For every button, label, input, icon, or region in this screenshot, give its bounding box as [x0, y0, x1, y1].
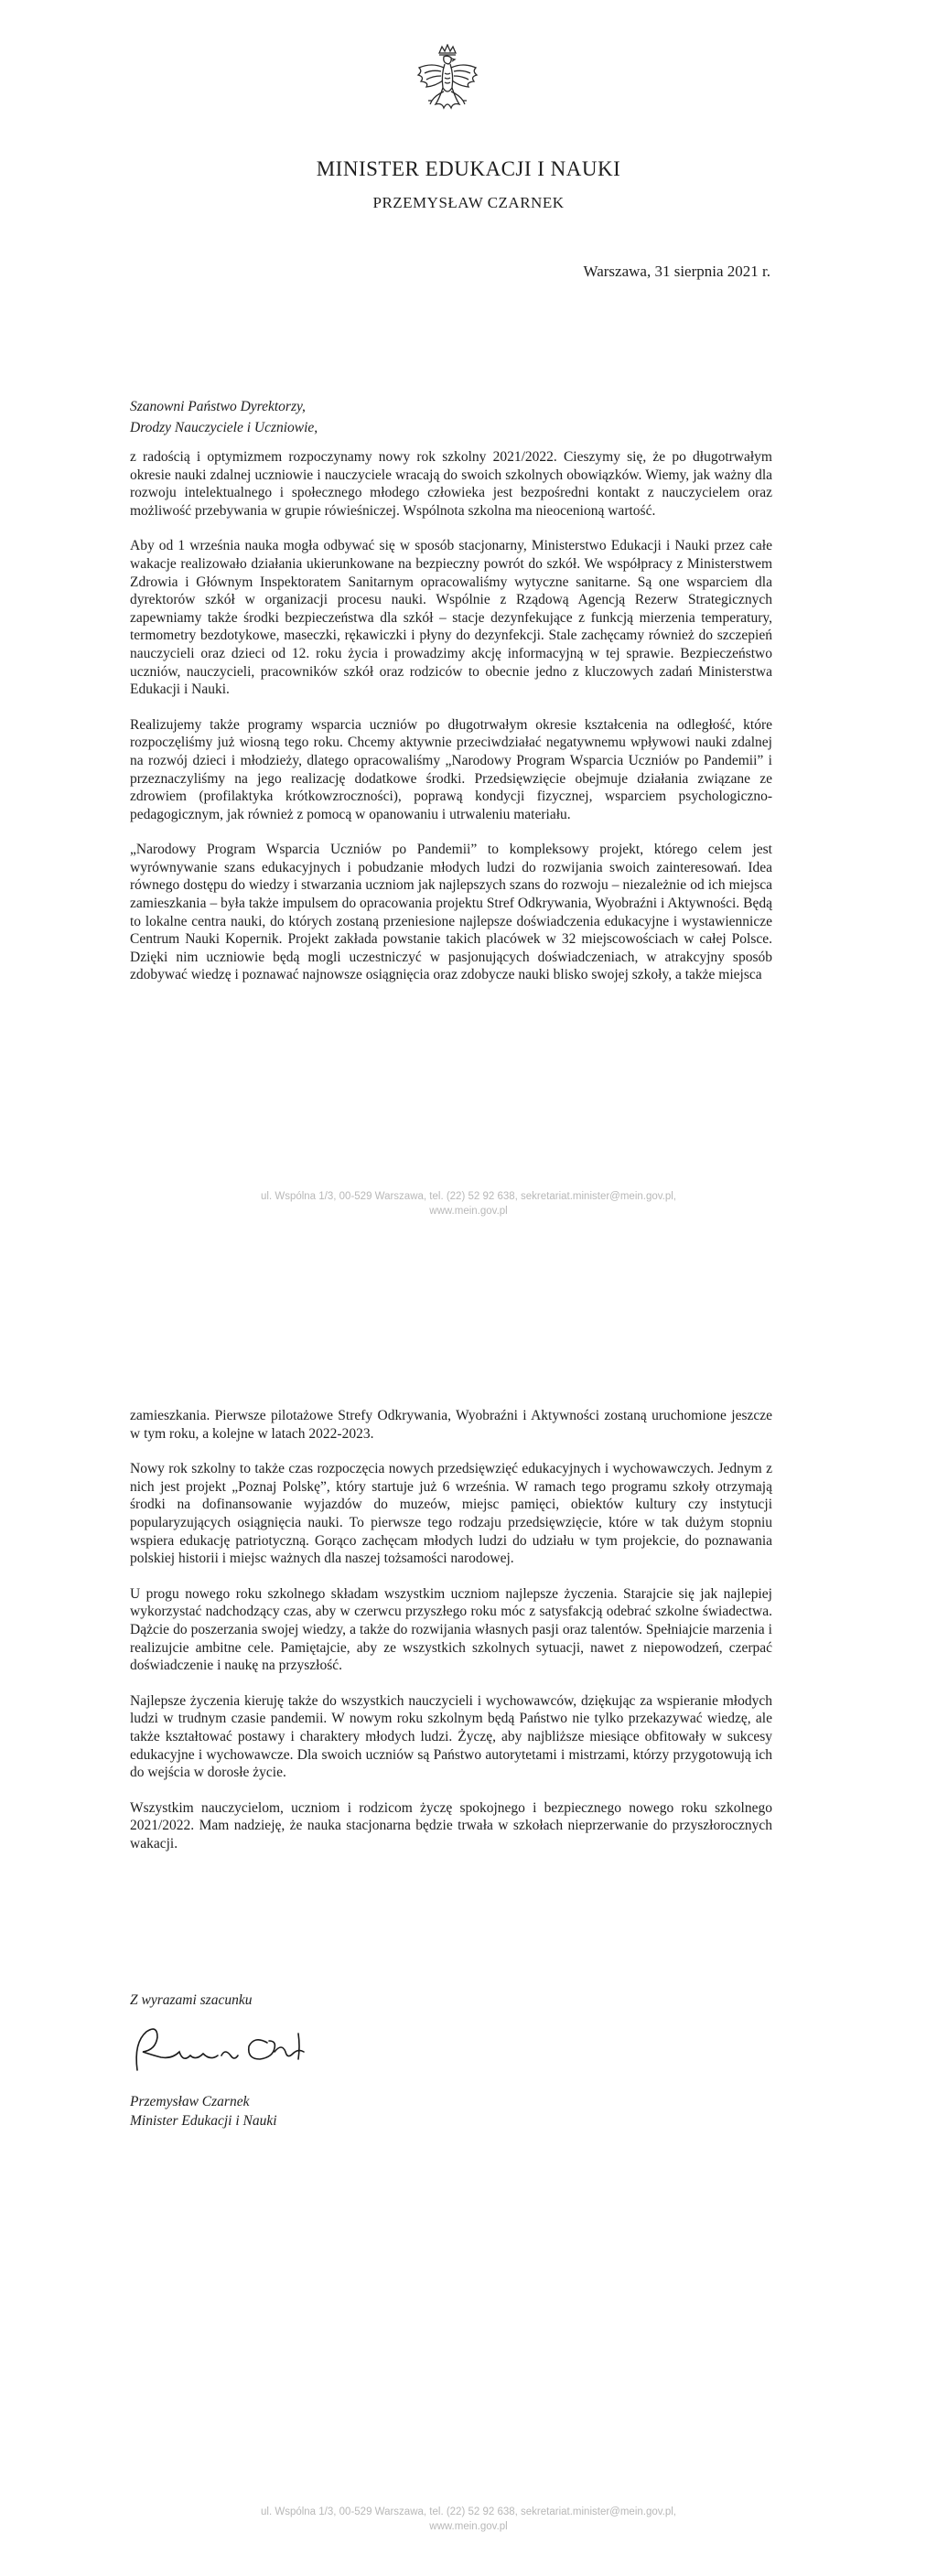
salutation	[130, 396, 770, 438]
body-paragraph: Wszystkim nauczycielom, uczniom i rodzicom życzę spokojnego i bezpiecznego nowego roku szkolnego 2021/2022. Mam nadzieję, że nauka stacjonarna będzie trwała w szkołach nieprzerwanie do przyszłorocznych wakacji.	[130, 1799, 772, 1852]
letter-body-page-1	[130, 448, 772, 1002]
letter-page-2	[0, 1288, 937, 2576]
handwritten-signature	[130, 2015, 322, 2081]
white-eagle-emblem-icon	[414, 44, 481, 123]
salutation-line: Szanowni Państwo Dyrektorzy,	[130, 399, 306, 414]
footer-address: ul. Wspólna 1/3, 00-529 Warszawa, tel. (22) 52 92 638, sekretariat.minister@mein.gov.pl,	[261, 1191, 676, 1202]
ministry-heading: MINISTER EDUKACJI I NAUKI	[316, 157, 621, 180]
footer-website: www.mein.gov.pl	[429, 1206, 508, 1217]
footer-address: ul. Wspólna 1/3, 00-529 Warszawa, tel. (22) 52 92 638, sekretariat.minister@mein.gov.pl,	[261, 2506, 676, 2517]
body-paragraph: Nowy rok szkolny to także czas rozpoczęcia nowych przedsięwzięć edukacyjnych i wychowawczych. Jednym z nich jest projekt „Poznaj Polskę”, który startuje już 6 września. W ramach tego programu szkoły otrzymają środki na dofinansowanie wyjazdów do muzeów, miejsc pamięci, obiektów kultury czy instytucji popularyzujących osiągnięcia nauki. To pierwsze tego rodzaju przedsięwzięcie, które w tak dużym stopniu wspiera edukację patriotyczną. Gorąco zachęcam młodych ludzi do udziału w tym projekcie, do poznawania polskiej historii i miejsc ważnych dla naszej tożsamości narodowej.	[130, 1461, 772, 1567]
signer-title: Minister Edukacji i Nauki	[130, 2113, 277, 2129]
body-paragraph: z radością i optymizmem rozpoczynamy nowy rok szkolny 2021/2022. Cieszymy się, że po długotrwałym okresie nauki zdalnej uczniowie i nauczyciele wracają do swoich szkolnych obowiązków. Wiemy, jak ważny dla rozwoju intelektualnego i społecznego młodego człowieka jest bezpośredni kontakt z nauczycielem oraz możliwość przebywania w grupie rówieśniczej. Wspólnota szkolna ma nieocenioną wartość.	[130, 449, 772, 519]
page-footer	[0, 1189, 937, 1218]
minister-name-heading: PRZEMYSŁAW CZARNEK	[372, 194, 565, 211]
signer-block	[130, 2092, 277, 2131]
salutation-line: Drodzy Nauczyciele i Uczniowie,	[130, 420, 318, 435]
footer-website: www.mein.gov.pl	[429, 2521, 508, 2532]
body-paragraph: U progu nowego roku szkolnego składam wszystkim uczniom najlepsze życzenia. Starajcie się jak najlepiej wykorzystać nadchodzący czas, aby w czerwcu przyszłego roku móc z satysfakcją odebrać szkolne świadectwa. Dążcie do poszerzania swojej wiedzy, a także do rozwijania własnych pasji oraz talentów. Spełniajcie marzenia i realizujcie ambitne cele. Pamiętajcie, aby ze wszystkich szkolnych sytuacji, nawet z niepowodzeń, czerpać doświadczenie i naukę na przyszłość.	[130, 1585, 772, 1674]
body-paragraph: Realizujemy także programy wsparcia uczniów po długotrwałym okresie kształcenia na odległość, które rozpoczęliśmy już wiosną tego roku. Chcemy aktywnie przeciwdziałać negatywnemu wpływowi nauki zdalnej na rozwój dzieci i młodzieży, dlatego opracowaliśmy „Narodowy Program Wsparcia Uczniów po Pandemii” i przeznaczyliśmy na jego realizację dodatkowe środki. Przedsięwzięcie obejmuje działania związane ze zdrowiem (profilaktyka krótkowzroczności), poprawą kondycji fizycznej, wsparciem psychologiczno-pedagogicznym, jak również z pomocą w opanowaniu i utrwaleniu materiału.	[130, 716, 772, 822]
body-paragraph: zamieszkania. Pierwsze pilotażowe Strefy Odkrywania, Wyobraźni i Aktywności zostaną uruchomione jeszcze w tym roku, a kolejne w latach 2022-2023.	[130, 1408, 772, 1442]
body-paragraph: Aby od 1 września nauka mogła odbywać się w sposób stacjonarny, Ministerstwo Edukacji i Nauki przez całe wakacje realizowało działania ukierunkowane na bezpieczny powrót do szkół. We współpracy z Ministerstwem Zdrowia i Głównym Inspektoratem Sanitarnym opracowaliśmy wytyczne sanitarne. Są one wsparciem dla dyrektorów szkół w organizacji procesu nauki. Wspólnie z Rządową Agencją Rezerw Strategicznych zapewniamy także środki bezpieczeństwa dla szkół – stacje dezynfekujące z funkcją mierzenia temperatury, termometry bezdotykowe, maseczki, rękawiczki i płyny do dezynfekcji. Stale zachęcamy również do szczepień nauczycieli oraz dzieci od 12. roku życia i prowadzimy akcję informacyjną w tej sprawie. Bezpieczeństwo uczniów, nauczycieli, pracowników szkół oraz rodziców to obecnie jedno z kluczowych zadań Ministerstwa Edukacji i Nauki.	[130, 538, 772, 698]
page-footer	[0, 2505, 937, 2534]
closing-phrase: Z wyrazami szacunku	[130, 1992, 253, 2008]
letter-body-page-2	[130, 1407, 772, 1870]
signer-name: Przemysław Czarnek	[130, 2094, 250, 2109]
letter-date: Warszawa, 31 sierpnia 2021 r.	[583, 263, 770, 280]
body-paragraph: Najlepsze życzenia kieruję także do wszystkich nauczycieli i wychowawców, dziękując za wspieranie młodych ludzi w trudnym czasie pandemii. W nowym roku szkolnym będą Państwo nie tylko przekazywać wiedzę, ale także kształtować postawy i charaktery młodych ludzi. Życzę, aby najbliższe miesiące obfitowały w sukcesy edukacyjne i wychowawcze. Dla swoich uczniów są Państwo autorytetami i mistrzami, którzy przygotowują ich do wejścia w dorosłe życie.	[130, 1692, 772, 1781]
body-paragraph: „Narodowy Program Wsparcia Uczniów po Pandemii” to kompleksowy projekt, którego celem jest wyrównywanie szans edukacyjnych i pobudzanie młodych ludzi do rozwijania swoich zainteresowań. Idea równego dostępu do wiedzy i stwarzania uczniom jak najlepszych szans do rozwoju – niezależnie od ich miejsca zamieszkania – była także impulsem do opracowania projektu Stref Odkrywania, Wyobraźni i Aktywności. Będą to lokalne centra nauki, do których zostaną przeniesione najlepsze doświadczenia edukacyjne i wystawiennicze Centrum Nauki Kopernik. Projekt zakłada powstanie takich placówek w 32 miejscowościach w całej Polsce. Dzięki nim uczniowie będą mogli uczestniczyć w pasjonujących doświadczeniach, w atrakcyjny sposób zdobywać wiedzę i poznawać najnowsze osiągnięcia oraz zdobycze nauki blisko swojej szkoły, a także miejsca	[130, 842, 772, 983]
